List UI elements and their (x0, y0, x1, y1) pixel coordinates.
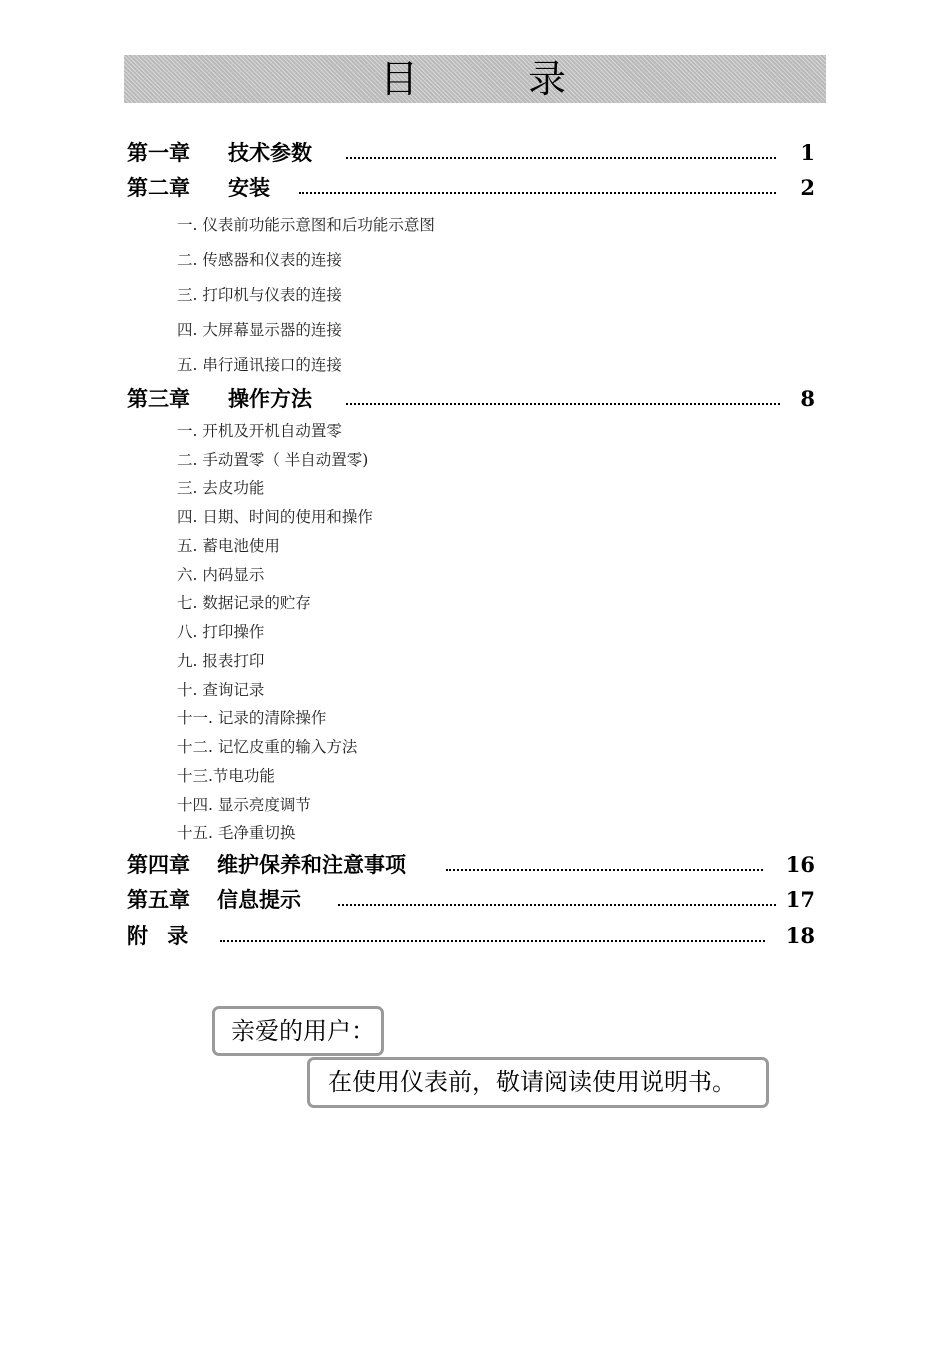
dot-leader (446, 869, 763, 871)
chapter-page-number: 2 (800, 175, 815, 200)
toc-section[interactable]: 一. 开机及开机自动置零 (177, 422, 342, 440)
chapter-page-number: 8 (800, 386, 815, 411)
toc-appendix[interactable] (127, 921, 817, 951)
chapter-number: 第四章 (127, 853, 190, 877)
chapter-page-number: 16 (785, 852, 815, 877)
toc-section[interactable]: 十一. 记录的清除操作 (177, 709, 327, 727)
toc-chapter-2[interactable] (127, 173, 817, 203)
toc-section[interactable]: 五. 蓄电池使用 (177, 537, 280, 555)
dot-leader (346, 157, 776, 159)
chapter-title: 维护保养和注意事项 (217, 853, 406, 877)
reading-notice-box: 在使用仪表前，敬请阅读使用说明书。 (307, 1057, 769, 1108)
toc-section[interactable]: 九. 报表打印 (177, 652, 265, 670)
toc-chapter-5[interactable] (127, 885, 817, 915)
chapter-number: 第一章 (127, 141, 190, 165)
toc-section[interactable]: 七. 数据记录的贮存 (177, 594, 311, 612)
toc-section[interactable]: 一. 仪表前功能示意图和后功能示意图 (177, 216, 435, 234)
toc-section[interactable]: 八. 打印操作 (177, 623, 265, 641)
toc-chapter-4[interactable] (127, 850, 817, 880)
toc-chapter-1[interactable] (127, 138, 817, 168)
toc-section[interactable]: 十. 查询记录 (177, 681, 265, 699)
chapter-title: 信息提示 (217, 888, 301, 912)
toc-section[interactable]: 十四. 显示亮度调节 (177, 796, 311, 814)
toc-section[interactable]: 三. 打印机与仪表的连接 (177, 286, 342, 304)
dot-leader (220, 940, 765, 942)
chapter-title: 安装 (228, 176, 270, 200)
chapter-page-number: 17 (785, 887, 815, 912)
toc-section[interactable]: 二. 手动置零（ 半自动置零) (177, 451, 369, 469)
toc-title-char-2: 录 (528, 57, 567, 101)
toc-section[interactable]: 三. 去皮功能 (177, 479, 265, 497)
toc-section[interactable]: 六. 内码显示 (177, 566, 265, 584)
toc-section[interactable]: 十三.节电功能 (177, 767, 275, 785)
toc-section[interactable]: 四. 日期、时间的使用和操作 (177, 508, 373, 526)
chapter-number: 第三章 (127, 387, 190, 411)
greeting-box: 亲爱的用户： (212, 1006, 384, 1056)
chapter-title: 操作方法 (228, 387, 312, 411)
dot-leader (338, 904, 776, 906)
toc-section[interactable]: 十二. 记忆皮重的输入方法 (177, 738, 358, 756)
toc-section[interactable]: 五. 串行通讯接口的连接 (177, 356, 342, 374)
toc-section[interactable]: 十五. 毛净重切换 (177, 824, 296, 842)
chapter-page-number: 18 (785, 923, 815, 948)
toc-title-char-1: 目 (380, 57, 419, 101)
chapter-number: 第二章 (127, 176, 190, 200)
toc-chapter-3[interactable] (127, 384, 817, 414)
chapter-page-number: 1 (800, 140, 815, 165)
toc-section[interactable]: 二. 传感器和仪表的连接 (177, 251, 342, 269)
chapter-number: 第五章 (127, 888, 190, 912)
chapter-title: 技术参数 (228, 141, 312, 165)
dot-leader (346, 403, 780, 405)
toc-section[interactable]: 四. 大屏幕显示器的连接 (177, 321, 342, 339)
dot-leader (299, 192, 776, 194)
chapter-number: 附 录 (127, 924, 195, 948)
